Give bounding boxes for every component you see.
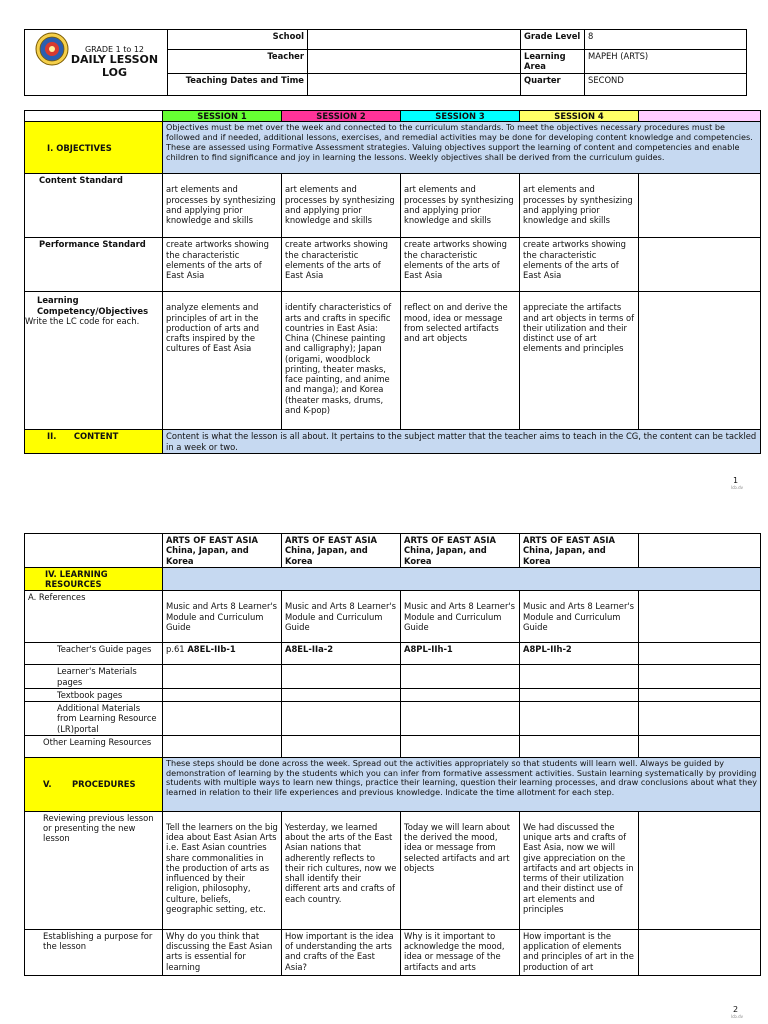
session-2-header: SESSION 2 [282, 111, 401, 122]
purpose-label: Establishing a purpose for the lesson [25, 929, 163, 975]
school-label: School [168, 30, 308, 50]
learning-resources-label: IV. LEARNING RESOURCES [25, 567, 163, 591]
reviewing-label: Reviewing previous lesson or presenting the new lesson [25, 811, 163, 929]
reviewing-1: Tell the learners on the big idea about East Asian Arts i.e. East Asian countries share commonalities in the production of arts as influenced by their religion, philosophy, culture, beliefs, geographic setting, etc. [163, 811, 282, 929]
tb-cell-5 [639, 688, 761, 701]
purpose-1: Why do you think that discussing the East Asian arts is essential for learning [163, 929, 282, 975]
am-cell-4 [520, 702, 639, 736]
log-title: DAILY LESSON LOG [70, 53, 159, 80]
footer-mark-2: lcb.dv [731, 1014, 744, 1019]
lm-cell-3 [401, 665, 520, 689]
content-standard-label: Content Standard [25, 174, 163, 238]
reviewing-5 [639, 811, 761, 929]
content-standard-3: art elements and processes by synthesizing and applying prior knowledge and skills [401, 174, 520, 238]
procedures-label: V. PROCEDURES [25, 757, 163, 811]
purpose-3: Why is it important to acknowledge the mood, idea or message of the artifacts and arts [401, 929, 520, 975]
topic-corner [25, 534, 163, 568]
am-cell-3 [401, 702, 520, 736]
page2-table [24, 533, 761, 976]
topic-sub-3: China, Japan, and Korea [404, 545, 487, 566]
teacher-label: Teacher [168, 50, 308, 74]
reviewing-2: Yesterday, we learned about the arts of the East Asian nations that adherently reflects to their rich cultures, now we shall identify their different arts and crafts of each country. [282, 811, 401, 929]
page-number-2: 2 [733, 1005, 739, 1014]
performance-standard-5 [639, 238, 761, 292]
am-cell-2 [282, 702, 401, 736]
topic-1 [163, 534, 282, 568]
content-text: Content is what the lesson is all about. It pertains to the subject matter that the teacher aims to teach in the CG, the content can be tackled in a week or two. [163, 430, 761, 454]
reference-4: Music and Arts 8 Learner's Module and Curriculum Guide [520, 591, 639, 643]
content-standard-1: art elements and processes by synthesizing and applying prior knowledge and skills [163, 174, 282, 238]
teacher-value[interactable] [308, 50, 521, 74]
or-cell-5 [639, 735, 761, 757]
performance-standard-3: create artworks showing the characteristic elements of the arts of East Asia [401, 238, 520, 292]
reviewing-4: We had discussed the unique arts and crafts of East Asia, now we will give appreciation on the artifacts and art objects in terms of their utilization and their distinct use of art elements and principles [520, 811, 639, 929]
competency-2: identify characteristics of arts and crafts in specific countries in East Asia: China (Chinese painting and calligraphy); Japan (origami, woodblock printing, theater masks, face painting, and anime and manga); and Korea (theater masks, drums, and K-pop) [282, 292, 401, 430]
content-standard-4: art elements and processes by synthesizing and applying prior knowledge and skills [520, 174, 639, 238]
lc-code-1: A8EL-IIb-1 [187, 644, 236, 655]
competency-5 [639, 292, 761, 430]
dates-value[interactable] [308, 73, 521, 95]
topic-title-3: ARTS OF EAST ASIA [404, 535, 496, 545]
topic-sub-4: China, Japan, and Korea [523, 545, 606, 566]
session-corner [25, 111, 163, 122]
tb-cell-1 [163, 688, 282, 701]
session-3-header: SESSION 3 [401, 111, 520, 122]
competency-3: reflect on and derive the mood, idea or message from selected artifacts and art objects [401, 292, 520, 430]
topic-title-1: ARTS OF EAST ASIA [166, 535, 258, 545]
or-cell-2 [282, 735, 401, 757]
topic-2 [282, 534, 401, 568]
quarter-value: SECOND [585, 73, 747, 95]
topic-3 [401, 534, 520, 568]
learning-area-label: Learning Area [521, 50, 585, 74]
school-value[interactable] [308, 30, 521, 50]
competency-label: Learning Competency/Objectives [37, 295, 149, 316]
topic-title-4: ARTS OF EAST ASIA [523, 535, 615, 545]
learning-area-value: MAPEH (ARTS) [585, 50, 747, 74]
objectives-label: I. OBJECTIVES [25, 122, 163, 174]
lm-cell-1 [163, 665, 282, 689]
lc-code-3: A8PL-IIh-1 [401, 643, 520, 665]
lc-code-4: A8PL-IIh-2 [520, 643, 639, 665]
or-cell-4 [520, 735, 639, 757]
content-standard-2: art elements and processes by synthesizing and applying prior knowledge and skills [282, 174, 401, 238]
additional-materials-label: Additional Materials from Learning Resource (LR)portal [25, 702, 163, 736]
am-cell-5 [639, 702, 761, 736]
topic-sub-2: China, Japan, and Korea [285, 545, 368, 566]
lc-code-2: A8EL-IIa-2 [282, 643, 401, 665]
header-table [24, 29, 747, 96]
tb-cell-2 [282, 688, 401, 701]
objectives-text: Objectives must be met over the week and connected to the curriculum standards. To meet the objectives necessary procedures must be followed and if needed, additional lessons, exercises, and remedial activities may be done for developing content knowledge and competencies. These are assessed using Formative Assessment strategies. Valuing objectives support the learning of content and competencies and enable children to find significance and joy in learning the lessons. Weekly objectives shall be derived from the curriculum guides. [163, 122, 761, 174]
topic-5 [639, 534, 761, 568]
teachers-guide-label: Teacher's Guide pages [25, 643, 163, 665]
or-cell-1 [163, 735, 282, 757]
performance-standard-label: Performance Standard [25, 238, 163, 292]
session-5-header [639, 111, 761, 122]
competency-label-cell [25, 292, 163, 430]
guide-page-5 [639, 643, 761, 665]
content-label: II. CONTENT [25, 430, 163, 454]
learning-resources-band [163, 567, 761, 591]
performance-standard-4: create artworks showing the characteristic elements of the arts of East Asia [520, 238, 639, 292]
competency-1: analyze elements and principles of art in the production of arts and crafts inspired by the cultures of East Asia [163, 292, 282, 430]
session-4-header: SESSION 4 [520, 111, 639, 122]
quarter-label: Quarter [521, 73, 585, 95]
reference-5 [639, 591, 761, 643]
guide-page-prefix: p.61 [166, 644, 188, 655]
page1-table [24, 110, 761, 454]
grade-level-value: 8 [585, 30, 747, 50]
footer-mark-1: lcb.dv [731, 485, 744, 490]
grade-range: GRADE 1 to 12 [84, 44, 145, 54]
dates-label: Teaching Dates and Time [168, 73, 308, 95]
content-standard-5 [639, 174, 761, 238]
topic-sub-1: China, Japan, and Korea [166, 545, 249, 566]
learners-materials-label: Learner's Materials pages [25, 665, 163, 689]
session-1-header: SESSION 1 [163, 111, 282, 122]
am-cell-1 [163, 702, 282, 736]
reference-2: Music and Arts 8 Learner's Module and Curriculum Guide [282, 591, 401, 643]
tb-cell-4 [520, 688, 639, 701]
topic-title-2: ARTS OF EAST ASIA [285, 535, 377, 545]
reviewing-3: Today we will learn about the derived the mood, idea or message from selected artifacts and art objects [401, 811, 520, 929]
procedures-text: These steps should be done across the week. Spread out the activities appropriately so that students will learn well. Always be guided by demonstration of learning by the students which you can infer from formative assessment activities. Sustain learning systematically by providing students with multiple ways to learn new things, practice their learning, question their learning processes, and draw conclusions about what they learned in relation to their life experiences and previous knowledge. Indicate the time allotment for each step. [163, 757, 761, 811]
lm-cell-2 [282, 665, 401, 689]
other-resources-label: Other Learning Resources [25, 735, 163, 757]
guide-page-1 [163, 643, 282, 665]
topic-4 [520, 534, 639, 568]
grade-level-label: Grade Level [521, 30, 585, 50]
page-number-1: 1 [733, 476, 739, 485]
performance-standard-1: create artworks showing the characteristic elements of the arts of East Asia [163, 238, 282, 292]
textbook-label: Textbook pages [25, 688, 163, 701]
or-cell-3 [401, 735, 520, 757]
purpose-2: How important is the idea of understanding the arts and crafts of the East Asia? [282, 929, 401, 975]
competency-4: appreciate the artifacts and art objects in terms of their utilization and their distinct use of art elements and principles [520, 292, 639, 430]
lm-cell-5 [639, 665, 761, 689]
purpose-5 [639, 929, 761, 975]
reference-1: Music and Arts 8 Learner's Module and Curriculum Guide [163, 591, 282, 643]
purpose-4: How important is the application of elements and principles of art in the production of art [520, 929, 639, 975]
competency-sub: Write the LC code for each. [25, 315, 140, 326]
tb-cell-3 [401, 688, 520, 701]
references-label: A. References [25, 591, 163, 643]
performance-standard-2: create artworks showing the characteristic elements of the arts of East Asia [282, 238, 401, 292]
reference-3: Music and Arts 8 Learner's Module and Curriculum Guide [401, 591, 520, 643]
log-title-cell [25, 30, 168, 96]
lm-cell-4 [520, 665, 639, 689]
